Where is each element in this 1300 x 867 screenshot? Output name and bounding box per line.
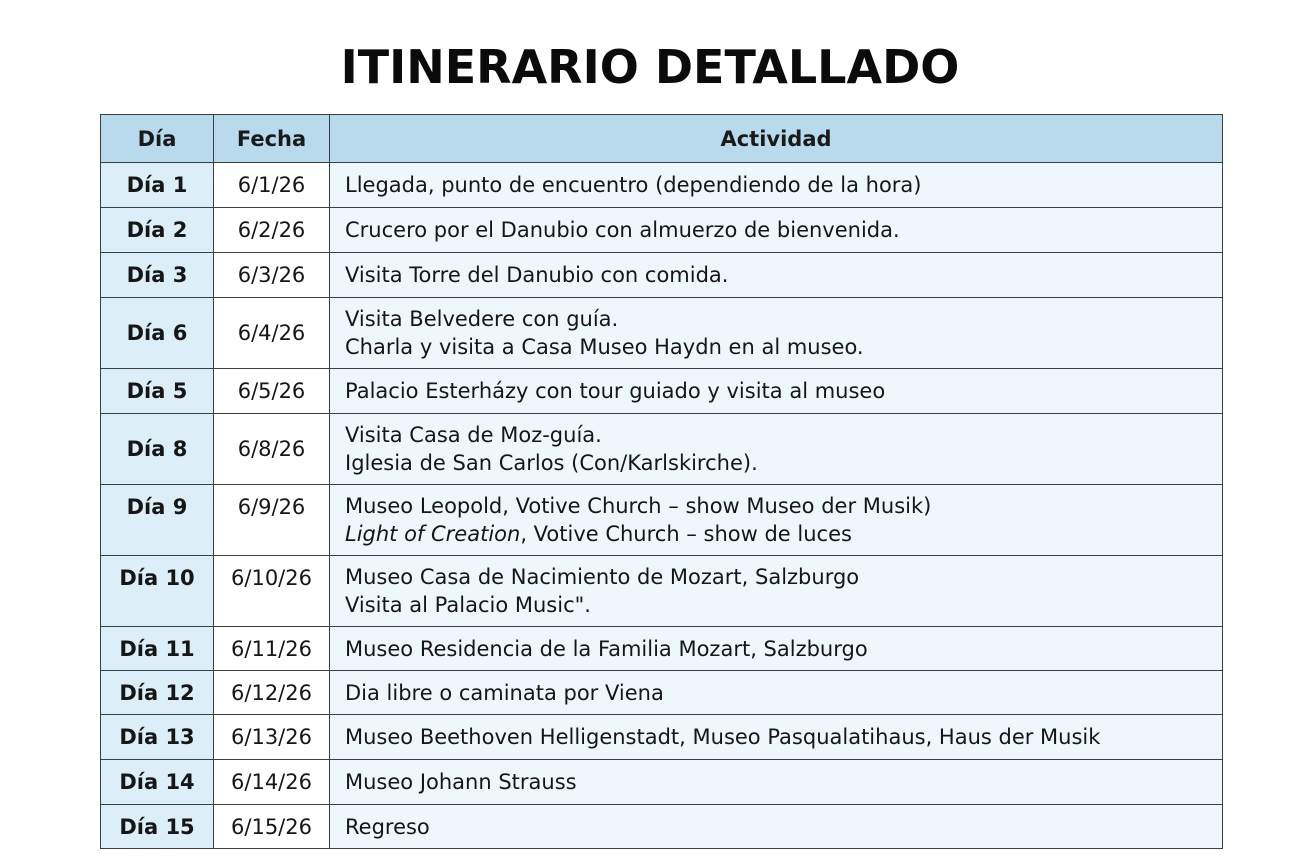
table-row [101, 485, 1223, 556]
activity-line-rest: , Votive Church – show de luces [520, 522, 852, 546]
activity-line: Museo Residencia de la Familia Mozart, Salzburgo [345, 636, 868, 661]
column-header-dia: Día [101, 115, 214, 163]
activity-cell [330, 715, 1223, 760]
date-cell: 6/12/26 [214, 671, 330, 715]
date-cell: 6/13/26 [214, 715, 330, 760]
activity-line: Palacio Esterházy con tour guiado y visita al museo [345, 379, 886, 403]
activity-line: Charla y visita a Casa Museo Haydn en al museo. [345, 335, 864, 359]
date-cell: 6/8/26 [214, 414, 330, 485]
date-cell: 6/14/26 [214, 760, 330, 805]
activity-cell [330, 556, 1223, 627]
page-title: ITINERARIO DETALLADO [340, 40, 960, 94]
day-cell: Día 10 [101, 556, 214, 627]
day-cell: Día 15 [101, 805, 214, 849]
table-row [101, 627, 1223, 671]
activity-line: Visita Belvedere con guía. [345, 307, 619, 331]
activity-cell [330, 163, 1223, 208]
table-row [101, 556, 1223, 627]
day-cell: Día 6 [101, 298, 214, 369]
table-header-row [101, 115, 1223, 163]
activity-cell [330, 805, 1223, 849]
itinerary-table [100, 114, 1223, 849]
activity-line: Museo Leopold, Votive Church – show Museo der Musik) [345, 494, 932, 518]
day-cell: Día 13 [101, 715, 214, 760]
date-cell: 6/11/26 [214, 627, 330, 671]
activity-line: Visita al Palacio Music". [345, 593, 591, 617]
activity-line: Museo Beethoven Helligenstadt, Museo Pasqualatihaus, Haus der Musik [345, 725, 1101, 749]
activity-line: Museo Casa de Nacimiento de Mozart, Salzburgo [345, 565, 860, 589]
table-row [101, 805, 1223, 849]
table-row [101, 163, 1223, 208]
date-cell: 6/1/26 [214, 163, 330, 208]
date-cell: 6/2/26 [214, 208, 330, 253]
day-cell: Día 14 [101, 760, 214, 805]
table-row [101, 715, 1223, 760]
activity-line: Dia libre o caminata por Viena [345, 680, 664, 705]
activity-line: Visita Casa de Moz-guía. [345, 423, 602, 447]
activity-cell [330, 369, 1223, 414]
day-cell: Día 9 [101, 485, 214, 556]
activity-cell [330, 627, 1223, 671]
date-cell: 6/15/26 [214, 805, 330, 849]
activity-line: Museo Johann Strauss [345, 770, 577, 794]
activity-cell [330, 671, 1223, 715]
table-row [101, 253, 1223, 298]
table-row [101, 369, 1223, 414]
table-row [101, 760, 1223, 805]
activity-cell [330, 760, 1223, 805]
column-header-actividad: Actividad [330, 115, 1223, 163]
day-cell: Día 1 [101, 163, 214, 208]
table-row [101, 298, 1223, 369]
activity-line: Regreso [345, 814, 430, 839]
day-cell: Día 8 [101, 414, 214, 485]
activity-italic-title: Light of Creation [345, 522, 521, 546]
activity-line [345, 520, 1222, 548]
activity-cell [330, 208, 1223, 253]
activity-line: Iglesia de San Carlos (Con/Karlskirche). [345, 451, 758, 475]
activity-cell [330, 414, 1223, 485]
column-header-fecha: Fecha [214, 115, 330, 163]
table-row [101, 414, 1223, 485]
activity-line: Llegada, punto de encuentro (dependiendo de la hora) [345, 173, 922, 197]
activity-line: Crucero por el Danubio con almuerzo de bienvenida. [345, 218, 900, 242]
day-cell: Día 3 [101, 253, 214, 298]
activity-cell [330, 253, 1223, 298]
day-cell: Día 2 [101, 208, 214, 253]
date-cell: 6/10/26 [214, 556, 330, 627]
day-cell: Día 5 [101, 369, 214, 414]
day-cell: Día 11 [101, 627, 214, 671]
date-cell: 6/5/26 [214, 369, 330, 414]
date-cell: 6/3/26 [214, 253, 330, 298]
day-cell: Día 12 [101, 671, 214, 715]
date-cell: 6/4/26 [214, 298, 330, 369]
activity-cell [330, 298, 1223, 369]
table-row [101, 671, 1223, 715]
activity-cell [330, 485, 1223, 556]
table-row [101, 208, 1223, 253]
activity-line: Visita Torre del Danubio con comida. [345, 263, 729, 287]
date-cell: 6/9/26 [214, 485, 330, 556]
